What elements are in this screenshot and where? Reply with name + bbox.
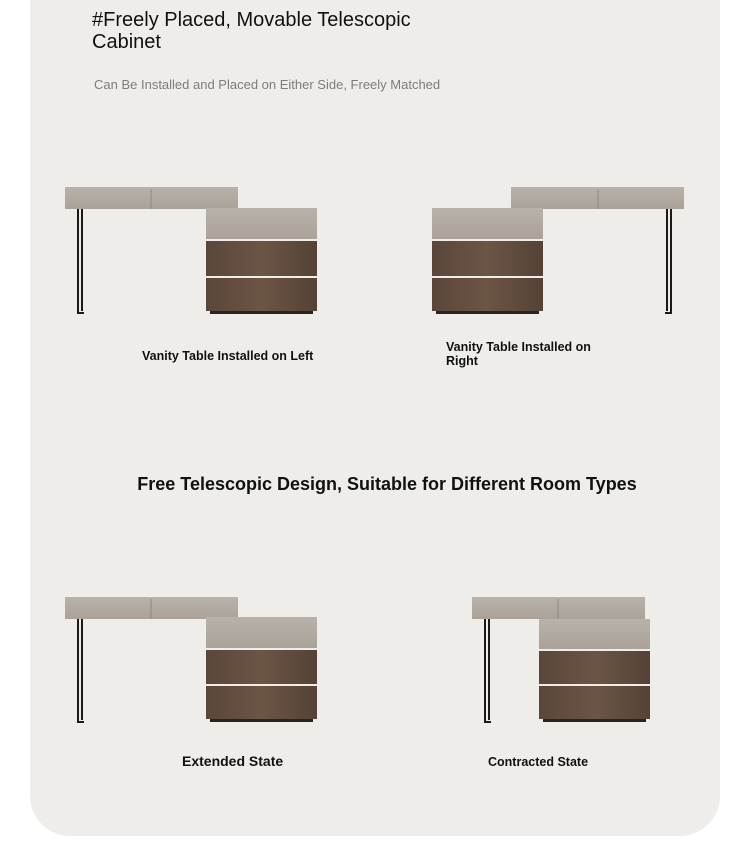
caption-installed-right: Vanity Table Installed on Right — [446, 340, 591, 368]
page-title: #Freely Placed, Movable Telescopic Cabinet — [92, 9, 411, 53]
extended-state-illustration — [65, 597, 317, 722]
caption-extended-state: Extended State — [182, 753, 284, 769]
vanity-left-illustration — [65, 187, 317, 314]
contracted-state-illustration — [472, 597, 650, 722]
page-subtitle: Can Be Installed and Placed on Either Side, Freely Matched — [94, 77, 441, 92]
caption-installed-left: Vanity Table Installed on Left — [142, 349, 314, 363]
telescopic-section-title: Free Telescopic Design, Suitable for Different Room Types — [137, 474, 637, 494]
caption-contracted-state: Contracted State — [488, 755, 589, 769]
vanity-right-illustration — [432, 187, 684, 314]
